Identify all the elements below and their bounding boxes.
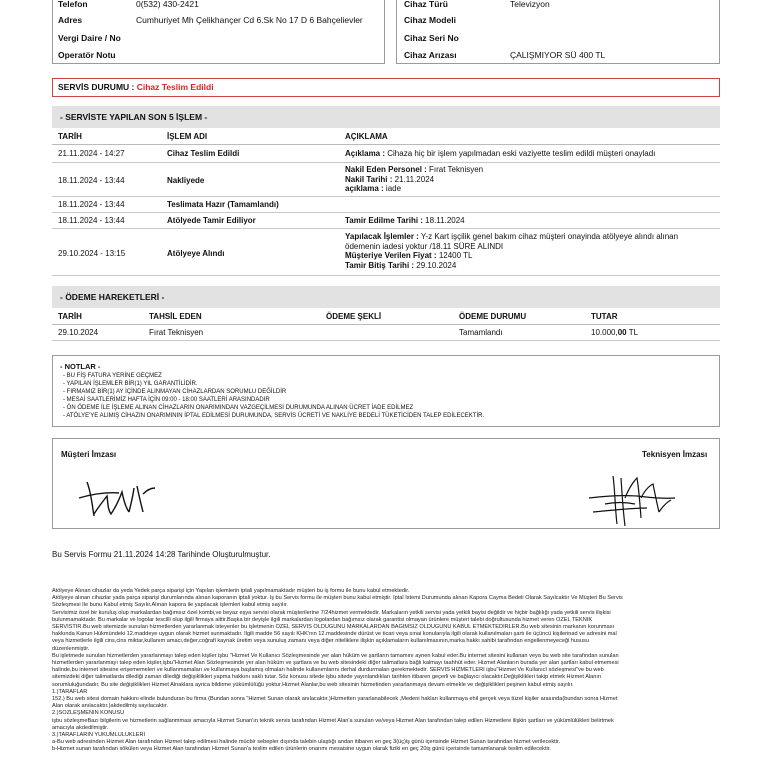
legal-line: amacıyla akdedilmiştir. [52,724,109,731]
payment-date: 29.10.2024 [58,328,99,337]
operations-col-name: İŞLEM ADI [167,132,208,141]
legal-line: 1.)TARAFLAR [52,688,88,695]
payment-amount [591,328,638,337]
desc-key: Tamir Bitiş Tarihi : [345,260,415,270]
tax-label: Vergi Daire / No [58,33,121,43]
legal-line: Alan olarak anılacaktır.)akdedilmiş sayılacaktır. [52,703,168,710]
operations-section-title: - SERVİSTE YAPILAN SON 5 İŞLEM - [52,106,720,128]
form-created-text: Bu Servis Formu 21.11.2024 14:28 Tarihinde Oluşturulmuştur. [52,550,271,559]
phone-value: 0(532) 430-2421 [136,0,199,9]
operation-desc [345,149,655,158]
payment-collector: Fırat Teknisyen [149,328,204,337]
device-model-label: Cihaz Modeli [404,15,456,25]
amount-main: 10.000, [591,328,618,337]
table-row [52,197,720,213]
operations-col-date: TARİH [58,132,82,141]
address-label: Adres [58,15,83,25]
device-serial-label: Cihaz Seri No [404,33,459,43]
desc-key: Nakil Tarihi : [345,174,393,184]
legal-line: b-Hizmet sunan tarafından sökülen veya Hizmet Alan tarafından Hizmet Sunan'a teslim edilen ürünlerin onarımı mesaisine uygun olarak fiziki en geç 20iş günü içerisinde tamamlanarak teslim edilecektir. [52,746,551,753]
service-status [58,82,214,92]
operation-desc [345,232,678,270]
operation-date: 21.11.2024 - 14:27 [58,149,125,158]
legal-line: 3.)TARAFLARIN YÜKÜMLÜLÜKLERİ [52,732,146,739]
legal-line: hizmetlerden yararlanmayı talep eden kişiler,işbu"Hizmet Alan Sözleşmesinde yer alan hüküm ve şartlara ve bu web sitesindeki diğer talimatlara bağlı kalmayı taahhüt eder. Hizmet Alanların burada yer alan şartları kabul etmemesi [52,660,619,667]
legal-line: Bu işletmede sunulan hizmetlerden yararlanmayı talep eden kişiler işbu "Hizmet Ve Kullanıcı Sözleşmesinde yer alan hüküm ve şartların tamamını aynen kabul eder.Bu internet sitesini kullanan veya bu web site tarafından sunulan [52,652,619,659]
desc-text: Y-z Kart işçilik genel bakım cihaz müşteri onayinda atölyeye alındı alınan [418,232,679,241]
desc-text: Cihaza hiç bir işlem yapılmadan eski vaziyette teslim edildi müşteri onayladı [385,149,656,158]
note-item: - MESAİ SAATLERİMİZ HAFTA İÇİN 09:00 - 18:00 SAATLERİ ARASINDADIR [63,397,270,403]
customer-signature-label: Müşteri İmzası [61,450,117,459]
desc-text: 12400 TL [436,251,473,260]
operation-date: 29.10.2024 - 13:15 [58,249,126,258]
operation-name: Cihaz Teslim Edildi [167,149,240,158]
legal-line: veya hizmetlerle ilgili cins,cins miktar,kullanım amacı,değer,coğrafi kaynak üretim veya sunuluş zamanı veya diğer niteliklere ilişkin açıklamaların kullanılmasının,marka hakkı sahibi tarafından engellenmeyeceği hususu [52,638,589,645]
legal-line: Atölyeye alınan cihazlar yada parça siparişi durumlarında alınan kaporanın iptali yoktur. İş bu Servis formu ile müşteri bunu kabul etmiştir. İptal İstemi Durumunda alınan Kapora Cayma Bedeli Olarak Sayılcaktır Ve Müşteri Bu Servis [52,595,623,602]
legal-text [52,588,720,754]
payments-col-date: TARİH [58,312,82,321]
desc-text: iade [383,184,402,193]
operation-name: Nakliyede [167,176,205,185]
amount-decimal: 00 [617,328,627,337]
customer-signature [75,474,165,520]
desc-key: Nakil Eden Personel : [345,165,427,174]
technician-signature [585,468,685,530]
note-item: - ATÖLYE'YE ALIMIŞ CİHAZIN ONARIMININ İPTAL EDİLMESİ DURUMUNDA, SERVİS ÜCRETİ VE NAKLİYE BEDELİ TÜKETİCİDEN TALEP EDİLECEKTİR. [63,413,485,419]
payments-col-status: ÖDEME DURUMU [459,312,527,321]
legal-line: sorumluluğundadır. Bu site değişiklikleri Hizmet Alnaklara ayrica bildirme yükümlülüğü yoktur.Hizmet Alanlar,bu web sitesinin hizmetinden yararlanmaya devam etmekle ve değişiklikleri peşinen kabul etmiş sayılır. [52,681,574,688]
operation-name: Atölyede Tamir Ediliyor [167,216,256,225]
legal-line: Servisimiz özel bir kuruluş olup markalardan bağımsız özel kombi,ve beyaz eşya servisi olarak müşterilerine 7/24hizmet vermektedir. Markaların yetkili servisi yada yetkili bayisi değildir ve hiçbir bağlılığı yada yetkili servis ilişkisi [52,609,611,616]
device-fault-label: Cihaz Arızası [404,50,457,60]
note-item: - BU FİŞ FATURA YERİNE GEÇMEZ [63,373,162,379]
legal-line: Atölyeye Alınan cihazlar da yeda Yedek parça siparişi için Yapılan işlemlerin iptali yapılmamaktadır müşteri bu iş formu ile bunu kabul etmektedir. [52,588,410,594]
payments-col-amount: TUTAR [591,312,618,321]
desc-text: 21.11.2024 [392,174,435,184]
desc-text: Fırat Teknisyen [426,165,484,174]
device-type-value: Televizyon [510,0,550,9]
note-item: - FIRMAMIZ BİR(1) AY İÇİNDE ALINMAYAN CİHAZLARDAN SORUMLU DEĞİLDİR [63,389,287,395]
desc-text: 18.11.2024 [422,216,465,225]
legal-line: düzenlenmiştir. [52,645,90,652]
legal-line: bulunmamaktadır. Bu markalar ve logolar tescilli olup ilgili firmaya aittir.Başka bir deyişle ilgili markalardan logolardan bağımsız olarak garantisi olmayan ürünlere müşteri talebi doğrultusunda hizmet veren ÖZEL TEKNİK [52,616,593,623]
desc-key: Açıklama : [345,149,386,158]
service-status-label: SERVİS DURUMU : [58,82,135,92]
operation-desc [345,216,465,225]
device-fault-value: ÇALIŞMIYOR SÜ 400 TL [510,50,606,60]
legal-line: 2.)SÖZLEŞMENİN KONUSU [52,710,125,717]
operator-note-label: Operatör Notu [58,50,116,60]
service-status-value: Cihaz Teslim Edildi [136,82,214,92]
address-value: Cumhuriyet Mh Çelikhançer Cd 6.Sk No 17 D 6 Bahçelievler [136,15,363,25]
legal-line: işbu sözleşmeBazı bilgilerin ve hizmetlerin sağlanmması amacıyla Hizmet Sunan'ın teknik servis tarafından Hizmet Alan'a sunulan ve/veya Hizmet Alan tarafından talep edilen Hizmetlere ilişkin şartları ve yükümlülükleri belirtmek [52,717,614,724]
operation-date: 18.11.2024 - 13:44 [58,216,125,225]
operation-name: Atölyeye Alındı [167,249,225,258]
operations-col-desc: AÇIKLAMA [345,132,388,141]
operation-date: 18.11.2024 - 13:44 [58,200,125,209]
payments-section-title: - ÖDEME HAREKETLERİ - [52,286,720,308]
notes-title: - NOTLAR - [60,362,101,371]
operation-desc [345,165,483,194]
desc-text: 29.10.2024 [414,260,457,270]
operation-date: 18.11.2024 - 13:44 [58,176,125,185]
legal-line: SERVİSTİR.Bu web sitemizde sunulan hizmetlerden yararlanmak isteyenler bu işletmenin ÖZEL SERVİS OLDUĞUNU MARKALARDAN BAĞIMSIZ OLDUĞUNU KABUL ETMEKTEDİRLER.Bu web sitesinin markanın korunması [52,624,615,631]
legal-line: a-Bu web adresinden Hizmet Alan tarafından Hizmet talep edilmesi halinde mücbir sebepler dışında talebin ulaştığı andan itibaren en geç 3(üç)iş günü içerisinde Hizmet Sunan tarafından hizmet verilecektir. [52,739,561,746]
desc-key: Yapılacak İşlemler : [345,232,419,241]
desc-key: Müşteriye Verilen Fiyat : [345,251,437,260]
desc-key: Tamir Edilme Tarihi : [345,216,423,225]
technician-signature-label: Teknisyen İmzası [642,450,708,459]
note-item: - ÖN ÖDEME İLE İŞLEME ALINAN CİHAZLARIN ONARIMINDAN VAZGEÇİLMESİ DURUMUNDA ALINAN ÜCRET İADE EDİLMEZ [63,405,414,411]
operation-name: Teslimata Hazır (Tamamlandı) [167,200,279,209]
phone-label: Telefon [58,0,88,9]
amount-unit: TL [626,328,639,337]
notes-list [63,372,484,420]
legal-line: hakkında Kanun Hükmündeki 12.maddeye uygun olarak hizmet sunmaktadır. İlgili madde 56 sayılı KHK'nın 12.maddesinde dürüst ve ticari veya sınai konularıyla ilgili olarak kullanılmaları şartı ile üçüncü kişilerinad ve adresini mal [52,631,617,638]
payments-col-method: ÖDEME ŞEKLİ [326,312,382,321]
legal-line: halinde,bu internet sitesine erişememeleri ve kullanmamaları ve kullanmaya başlamış olmaları halinde kullanımlarını derhal durdurmaları gerekmektedir. SERVİS HİZMETLERİ işbu"Hizmet Ve KullanıcI sözleşmesi"ve bu web [52,667,604,674]
payment-status: Tamamlandı [459,328,503,337]
desc-key: açıklama : [345,184,384,193]
payments-col-collector: TAHSİL EDEN [149,312,202,321]
legal-line: Sözleşmesi İle bunu Kabul etmiş Sayılır.Alınan kapora ile yapılacak işlemleri kabul etmiş sayılır. [52,602,288,609]
device-type-label: Cihaz Türü [404,0,448,9]
note-item: - YAPILAN İŞLEMLER BİR(1) YIL GARANTİLİDİR. [63,381,198,387]
legal-line: sitemizdeki diğer talimatlarda dilediği zaman dilediği değişiklikleri yapma hakkını saklı tutar. Söz konusu sitede işbu sitede yayınlandıkları tarihten itibaren geçerli ve bağlayıcı olacaktır.Değişiklikleri takip etmek Hizmet Alanın [52,674,602,681]
desc-text: ödemenin iadesi yoktur /18.11 SÜRE ALINDI [345,241,504,251]
legal-line: 152.) Bu web sitesi domain hakkını elinde bulunduran bu firma (Bundan sonra "Hizmet Sunan olarak anılacaktır.)Hizmetten yararlanabilecek ,Medeni hakları kullanmaya ehil gerçek veya tüzel kişiler arasında(bundan sonra Hizmet [52,696,618,703]
